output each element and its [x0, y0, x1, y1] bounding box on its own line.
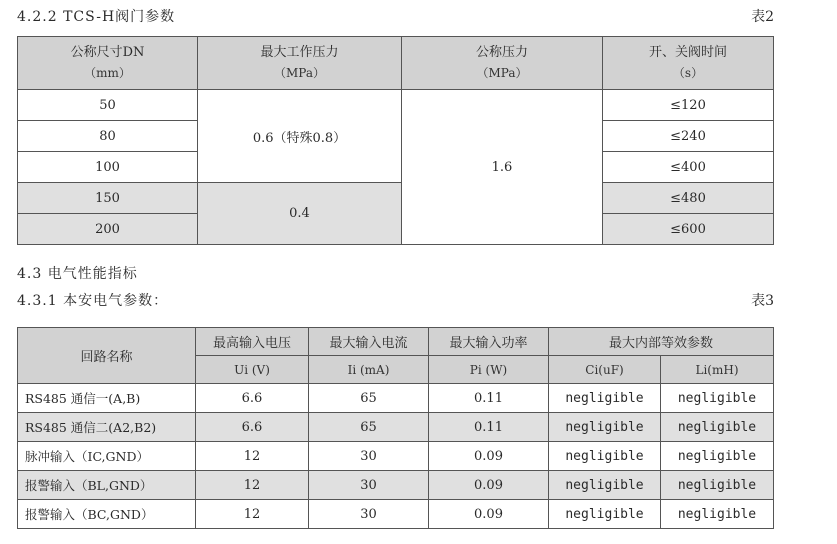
cell-ci: negligible: [549, 442, 661, 471]
header-pi-unit: Pi (W): [429, 356, 549, 384]
cell-dn: 100: [18, 152, 198, 183]
header-nominal-pressure: [402, 37, 603, 90]
cell-ui: 6.6: [196, 384, 309, 413]
cell-dn: 80: [18, 121, 198, 152]
header-max-pressure: [198, 37, 402, 90]
cell-ui: 12: [196, 442, 309, 471]
cell-circuit-name: RS485 通信一(A,B): [18, 384, 196, 413]
cell-ii: 30: [309, 500, 429, 529]
cell-pi: 0.09: [429, 500, 549, 529]
cell-circuit-name: RS485 通信二(A2,B2): [18, 413, 196, 442]
header-li-unit: Li(mH): [661, 356, 774, 384]
table-header-row: [18, 328, 774, 356]
cell-ci: negligible: [549, 471, 661, 500]
valve-parameters-table: [17, 36, 774, 245]
cell-li: negligible: [661, 471, 774, 500]
cell-ii: 65: [309, 413, 429, 442]
cell-circuit-name: 脉冲输入（IC,GND）: [18, 442, 196, 471]
cell-li: negligible: [661, 384, 774, 413]
cell-dn: 50: [18, 90, 198, 121]
cell-time: ≤400: [603, 152, 774, 183]
header-valve-time: [603, 37, 774, 90]
header-ci-unit: Ci(uF): [549, 356, 661, 384]
cell-ui: 12: [196, 500, 309, 529]
table-row: [18, 500, 774, 529]
header-unit: （MPa）: [476, 66, 528, 80]
cell-pi: 0.11: [429, 384, 549, 413]
cell-ui: 12: [196, 471, 309, 500]
section-heading-4-2-2: 4.2.2 TCS-H阀门参数: [17, 9, 176, 25]
table-number-3: 表3: [751, 293, 774, 309]
section-heading-4-3-1: 4.3.1 本安电气参数：: [17, 293, 169, 309]
cell-pi: 0.09: [429, 442, 549, 471]
cell-ui: 6.6: [196, 413, 309, 442]
cell-li: negligible: [661, 500, 774, 529]
table-number-2: 表2: [751, 9, 774, 25]
table-row: [18, 384, 774, 413]
cell-li: negligible: [661, 413, 774, 442]
header-label: 公称尺寸DN: [70, 45, 145, 60]
cell-ci: negligible: [549, 413, 661, 442]
cell-ci: negligible: [549, 384, 661, 413]
section-heading-4-3: 4.3 电气性能指标: [17, 266, 138, 282]
header-ui-label: 最高输入电压: [196, 328, 309, 356]
cell-time: ≤240: [603, 121, 774, 152]
table-row: [18, 471, 774, 500]
cell-time: ≤480: [603, 183, 774, 214]
cell-circuit-name: 报警输入（BC,GND）: [18, 500, 196, 529]
header-ui-unit: Ui (V): [196, 356, 309, 384]
header-label: 最大工作压力: [260, 45, 339, 60]
electrical-parameters-table: [17, 327, 774, 529]
cell-pi: 0.11: [429, 413, 549, 442]
header-circuit-name: 回路名称: [18, 328, 196, 384]
cell-time: ≤600: [603, 214, 774, 245]
header-pi-label: 最大输入功率: [429, 328, 549, 356]
cell-circuit-name: 报警输入（BL,GND）: [18, 471, 196, 500]
header-unit: （MPa）: [274, 66, 325, 80]
cell-max-pressure-group1: 0.6（特殊0.8）: [198, 90, 402, 183]
cell-time: ≤120: [603, 90, 774, 121]
table-row: [18, 90, 774, 121]
header-unit: （s）: [672, 66, 704, 80]
header-dn: [18, 37, 198, 90]
cell-ii: 30: [309, 471, 429, 500]
cell-ii: 65: [309, 384, 429, 413]
cell-dn: 150: [18, 183, 198, 214]
cell-ii: 30: [309, 442, 429, 471]
cell-max-pressure-group2: 0.4: [198, 183, 402, 245]
table-row: [18, 183, 774, 214]
cell-li: negligible: [661, 442, 774, 471]
header-internal-params: 最大内部等效参数: [549, 328, 774, 356]
header-unit: （mm）: [84, 66, 131, 80]
table-row: [18, 413, 774, 442]
cell-nominal-pressure: 1.6: [402, 90, 603, 245]
cell-ci: negligible: [549, 500, 661, 529]
cell-pi: 0.09: [429, 471, 549, 500]
header-ii-unit: Ii (mA): [309, 356, 429, 384]
table-row: [18, 442, 774, 471]
header-ii-label: 最大输入电流: [309, 328, 429, 356]
header-label: 开、关阀时间: [648, 45, 727, 60]
cell-dn: 200: [18, 214, 198, 245]
header-label: 公称压力: [475, 45, 528, 60]
table-header-row: [18, 37, 774, 90]
